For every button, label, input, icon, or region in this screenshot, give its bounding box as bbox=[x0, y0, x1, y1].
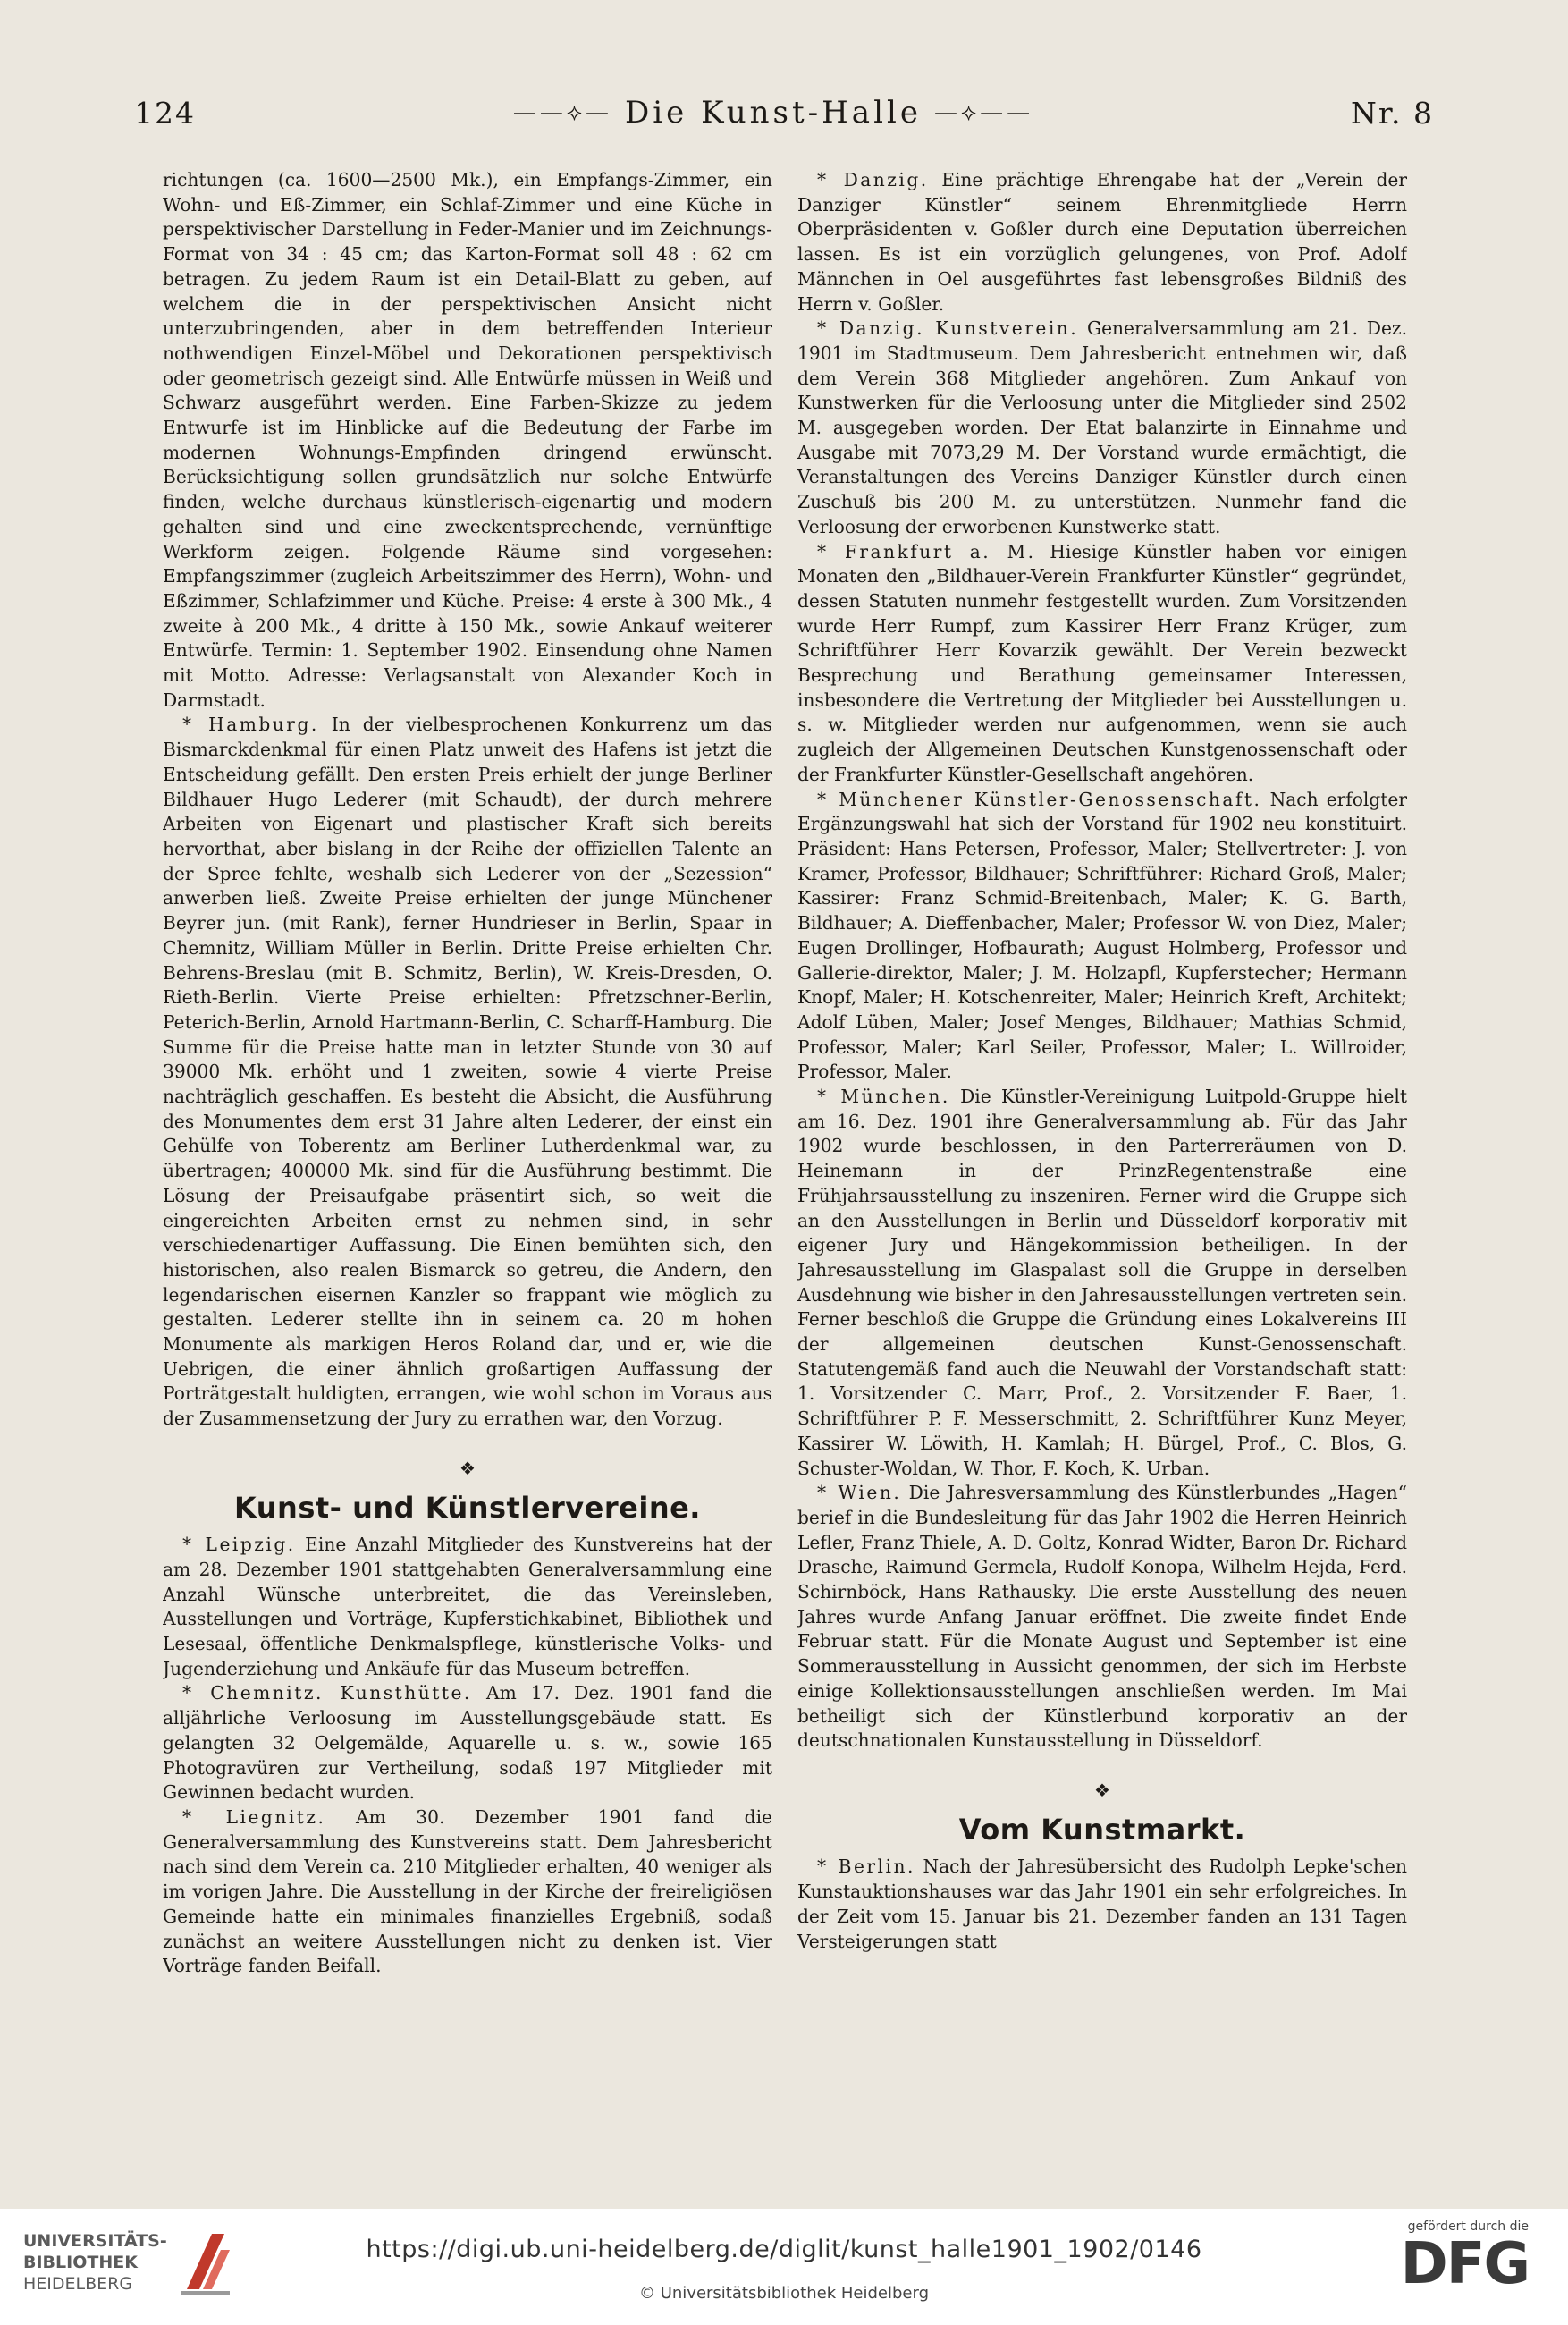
paragraph-lead: * Berlin. bbox=[817, 1856, 915, 1878]
paragraph-body: Generalversammlung am 21. Dez. 1901 im Stadtmuseum. Dem Jahresbericht entnehmen wir, daß dem Verein 368 Mitglieder angehören. Zum Ankauf von Kunstwerken für die Verloosung unter die Mitglieder sind 2502 M. ausgegeben worden. Der Etat balanzirte in Einnahme und Ausgabe mit 7073,29 M. Der Vorstand wurde ermächtigt, die Veranstaltungen des Vereins Danziger Künstler durch einen Zuschuß bis 200 M. zu unterstützen. Nunmehr fand die Verloosung der erworbenen Kunstwerke statt. bbox=[797, 317, 1407, 537]
paragraph-body: Nach der Jahresübersicht des Rudolph Lepke'schen Kunstauktionshauses war das Jahr 1901 ein sehr erfolgreiches. In der Zeit vom 15. Januar bis 21. Dezember fanden an 131 Tagen Versteigerungen statt bbox=[797, 1856, 1407, 1952]
paragraph bbox=[163, 1805, 772, 1979]
paragraph bbox=[163, 1533, 772, 1681]
dfg-funder-logo[interactable] bbox=[1400, 2219, 1529, 2297]
paragraph-lead: * Liegnitz. bbox=[182, 1806, 326, 1828]
paragraph-body: Die Künstler-Vereinigung Luitpold-Gruppe hielt am 16. Dez. 1901 ihre Generalversammlung ab. Für das Jahr 1902 wurde beschlossen, in den Parterreräumen von D. Heinemann in der PrinzRegentenstraße eine Frühjahrsausstellung zu inszeniren. Ferner wird die Gruppe sich an den Ausstellungen in Berlin und Düsseldorf korporativ mit eigener Jury und Hängekommission betheiligen. In der Jahresausstellung im Glaspalast soll die Gruppe in derselben Ausdehnung wie bisher in den Jahresausstellungen vertreten sein. Ferner beschloß die Gruppe die Gründung eines Lokalvereins III der allgemeinen deutschen Kunst-Genossenschaft. Statutengemäß fand auch die Neuwahl der Vorstandschaft statt: 1. Vorsitzender C. Marr, Prof., 2. Vorsitzender F. Baer, 1. Schriftführer P. F. Messerschmitt, 2. Schriftführer Kunz Meyer, Kassirer W. Löwith, H. Kamlah; H. Bürgel, Prof., C. Blos, G. Schuster-Woldan, W. Thor, F. Koch, K. Urban. bbox=[797, 1086, 1407, 1479]
paragraph: richtungen (ca. 1600—2500 Mk.), ein Empfangs-Zimmer, ein Wohn- und Eß-Zimmer, ein Schlaf-Zimmer und eine Küche in perspektivischer Darstellung in Feder-Manier und im Zeichnungs-Format von 34 : 45 cm; das Karton-Format soll 48 : 62 cm betragen. Zu jedem Raum ist ein Detail-Blatt zu geben, auf welchem die in der perspektivischen Ansicht nicht unterzubringenden, aber in dem betreffenden Interieur nothwendigen Einzel-Möbel und Dekorationen perspektivisch oder geometrisch gezeigt sind. Alle Entwürfe müssen in Weiß und Schwarz ausgeführt werden. Eine Farben-Skizze zu jedem Entwurfe ist im Hinblicke auf die Bedeutung der Farbe im modernen Wohnungs-Empfinden dringend erwünscht. Berücksichtigung sollen grundsätzlich nur solche Entwürfe finden, welche durchaus künstlerisch-eigenartig und modern gehalten sind und eine zweckentsprechende, vernünftige Werkform zeigen. Folgende Räume sind vorgesehen: Empfangszimmer (zugleich Arbeitszimmer des Herrn), Wohn- und Eßzimmer, Schlafzimmer und Küche. Preise: 4 erste à 300 Mk., 4 zweite à 200 Mk., 4 dritte à 150 Mk., sowie Ankauf weiterer Entwürfe. Termin: 1. September 1902. Einsendung ohne Namen mit Motto. Adresse: Verlagsanstalt von Alexander Koch in Darmstadt. bbox=[163, 169, 772, 711]
right-column bbox=[797, 168, 1407, 2153]
divider-ornament-icon: ❖ bbox=[459, 1457, 476, 1479]
paragraph-body: Hiesige Künstler haben vor einigen Monaten den „Bildhauer-Verein Frankfurter Künstler“ gegründet, dessen Statuten nunmehr festgestellt wurden. Zum Vorsitzenden wurde Herr Rumpf, zum Kassirer Herr Franz Krüger, zum Schriftführer Herr Kovarzik gewählt. Der Verein bezweckt Besprechung und Berathung gemeinsamer Interessen, insbesondere die Vertretung der Mitglieder bei Ausstellungen u. s. w. Mitglieder werden nur aufgenommen, wenn sie auch zugleich der Allgemeinen Deutschen Kunstgenossenschaft oder der Frankfurter Künstler-Gesellschaft angehören. bbox=[797, 540, 1407, 785]
paragraph-lead: * Leipzig. bbox=[182, 1534, 296, 1556]
institution-line: HEIDELBERG bbox=[23, 2274, 133, 2294]
paragraph bbox=[797, 168, 1407, 317]
paragraph-body: Eine prächtige Ehrengabe hat der „Verein der Danziger Künstler“ seinem Ehrenmitgliede Herrn Oberpräsidenten v. Goßler durch eine Deputation überreichen lassen. Es ist ein vorzüglich gelungenes, von Prof. Adolf Männchen in Oel ausgeführtes fast lebensgroßes Bildniß des Herrn v. Goßler. bbox=[797, 169, 1407, 315]
paragraph bbox=[797, 317, 1407, 539]
ornament-right-icon: —⟡—— bbox=[933, 98, 1034, 126]
paragraph-lead: * München. bbox=[817, 1086, 950, 1108]
paragraph-body: Eine Anzahl Mitglieder des Kunstvereins hat der am 28. Dezember 1901 stattgehabten Generalversammlung eine Anzahl Wünsche unterbreitet, die das Vereinsleben, Ausstellungen und Vorträge, Kupferstichkabinet, Bibliothek und Lesesaal, öffentliche Denkmalspflege, künstlerische Volks- und Jugenderziehung und Ankäufe für das Museum betreffen. bbox=[163, 1534, 772, 1679]
paragraph-lead: * Hamburg. bbox=[182, 714, 319, 736]
running-head bbox=[134, 88, 1434, 138]
paragraph bbox=[163, 1681, 772, 1805]
dfg-logo-text: DFG bbox=[1400, 2231, 1529, 2297]
paragraph-lead: * Frankfurt a. M. bbox=[817, 540, 1036, 562]
paragraph-lead: * Danzig. bbox=[817, 169, 929, 190]
paragraph bbox=[797, 788, 1407, 1085]
paragraph bbox=[797, 1855, 1407, 1954]
paragraph-body: In der vielbesprochenen Konkurrenz um das Bismarckdenkmal für einen Platz unweit des Hafens ist jetzt die Entscheidung gefällt. Den ersten Preis erhielt der junge Berliner Bildhauer Hugo Lederer (mit Schaudt), der durch mehrere Arbeiten von Eigenart und plastischer Kraft sich bereits hervorthat, aber bislang in der Reihe der offiziellen Talente an der Spree fehlte, weshalb sich Lederer von der „Sezession“ anwerben ließ. Zweite Preise erhielten der junge Münchener Beyrer jun. (mit Rank), ferner Hundrieser in Berlin, Spaar in Chemnitz, William Müller in Berlin. Dritte Preise erhielten Chr. Behrens-Breslau (mit B. Schmitz, Berlin), W. Kreis-Dresden, O. Rieth-Berlin. Vierte Preise erhielten: Pfretzschner-Berlin, Peterich-Berlin, Arnold Hartmann-Berlin, C. Scharff-Hamburg. Die Summe für die Preise hatte man in letzter Stunde von 30 auf 39000 Mk. erhöht und 1 zweiten, sowie 4 vierte Preise nachträglich geschaffen. Es besteht die Absicht, die Ausführung des Monumentes dem erst 31 Jahre alten Lederer, der einst ein Gehülfe von Toberentz am Berliner Lutherdenkmal war, zu übertragen; 400000 Mk. sind für die Ausführung bestimmt. Die Lösung der Preisaufgabe präsentirt sich, so weit die eingereichten Arbeiten ernst zu nehmen sind, in sehr verschiedenartiger Auffassung. Die Einen bemühten sich, den historischen, also realen Bismarck so getreu, die Andern, den legendarischen eisernen Kanzler so frappant wie möglich zu gestalten. Lederer stellte ihn in seinem ca. 20 m hohen Monumente als markigen Heros Roland dar, und er, wie die Uebrigen, die einer ähnlich großartigen Auffassung der Porträtgestalt huldigten, errangen, wie wohl schon im Voraus aus der Zusammensetzung der Jury zu errathen war, den Vorzug. bbox=[163, 714, 772, 1430]
institution-line: UNIVERSITÄTS- bbox=[23, 2231, 167, 2251]
section-title: Kunst- und Künstlervereine. bbox=[234, 1490, 701, 1525]
paragraph-lead: * Münchener Künstler-Genossenschaft. bbox=[817, 788, 1262, 810]
institution-line: BIBLIOTHEK bbox=[23, 2253, 138, 2272]
divider-ornament-icon: ❖ bbox=[1094, 1780, 1110, 1801]
paragraph-body: Am 30. Dezember 1901 fand die Generalversammlung des Kunstvereins statt. Dem Jahresbericht nach sind dem Verein ca. 210 Mitglieder erhalten, 40 weniger als im vorigen Jahre. Die Ausstellung in der Kirche der freireligiösen Gemeinde hatte ein minimales finanzielles Ergebniß, sodaß zunächst an weitere Ausstellungen nicht zu denken ist. Vier Vorträge fanden Beifall. bbox=[163, 1806, 772, 1977]
ornament-left-icon: ——⟡— bbox=[512, 98, 613, 126]
paragraph-body: Am 17. Dez. 1901 fand die alljährliche Verloosung im Ausstellungsgebäude statt. Es gelangten 32 Oelgemälde, Aquarelle u. s. w., sowie 165 Photogravüren zur Vertheilung, sodaß 197 Mitglieder mit Gewinnen bedacht wurden. bbox=[163, 1682, 772, 1804]
funder-note: gefördert durch die bbox=[1407, 2219, 1529, 2234]
permalink-url[interactable]: https://digi.ub.uni-heidelberg.de/diglit/kunst_halle1901_1902/0146 bbox=[366, 2236, 1202, 2263]
paragraph bbox=[797, 1481, 1407, 1754]
issue-number: Nr. 8 bbox=[1351, 95, 1434, 131]
paragraph-lead: * Chemnitz. Kunsthütte. bbox=[182, 1682, 472, 1704]
paragraph-lead: * Wien. bbox=[817, 1482, 902, 1504]
copyright-notice: © Universitätsbibliothek Heidelberg bbox=[638, 2284, 929, 2303]
paragraph bbox=[797, 540, 1407, 788]
journal-title: Die Kunst-Halle bbox=[625, 95, 922, 131]
paragraph-body: Nach erfolgter Ergänzungswahl hat sich der Vorstand für 1902 neu konstituirt. Präsident: Hans Petersen, Professor, Maler; Stellvertreter: J. von Kramer, Professor, Bildhauer; Schriftführer: Richard Groß, Maler; Kassirer: Franz Schmid-Breitenbach, Maler; K. G. Barth, Bildhauer; A. Dieffenbacher, Maler; Professor W. von Diez, Maler; Eugen Drollinger, Hofbaurath; August Holmberg, Professor und Gallerie-direktor, Maler; J. M. Holzapfl, Kupferstecher; Hermann Knopf, Maler; H. Kotschenreiter, Maler; Heinrich Kreft, Architekt; Adolf Lüben, Maler; Josef Menges, Bildhauer; Mathias Schmid, Professor, Maler; Karl Seiler, Professor, Maler; L. Willroider, Professor, Maler. bbox=[797, 788, 1407, 1083]
journal-title-group bbox=[513, 95, 1033, 131]
paragraph bbox=[163, 713, 772, 1431]
section-title: Vom Kunstmarkt. bbox=[958, 1812, 1246, 1847]
viewer-footer bbox=[0, 2209, 1568, 2325]
left-column bbox=[163, 168, 772, 2153]
page-number: 124 bbox=[134, 95, 196, 131]
paragraph-body: Die Jahresversammlung des Künstlerbundes „Hagen“ berief in die Bundesleitung für das Jahr 1902 die Herren Heinrich Lefler, Franz Thiele, A. D. Goltz, Konrad Widter, Baron Dr. Richard Drasche, Raimund Germela, Rudolf Konopa, Wilhelm Hejda, Ferd. Schirnböck, Hans Rathausky. Die erste Ausstellung des neuen Jahres wurde Anfang Januar eröffnet. Die zweite findet Ende Februar statt. Für die Monate August und September ist eine Sommerausstellung in Aussicht genommen, der sich im Herbste einige Kollektionsausstellungen anschließen werden. Im Mai betheiligt sich der Künstlerbund korporativ an der deutschnationalen Kunstausstellung in Düsseldorf. bbox=[797, 1482, 1407, 1752]
paragraph bbox=[797, 1085, 1407, 1481]
paragraph-lead: * Danzig. Kunstverein. bbox=[817, 317, 1079, 340]
text-columns bbox=[163, 168, 1407, 2153]
